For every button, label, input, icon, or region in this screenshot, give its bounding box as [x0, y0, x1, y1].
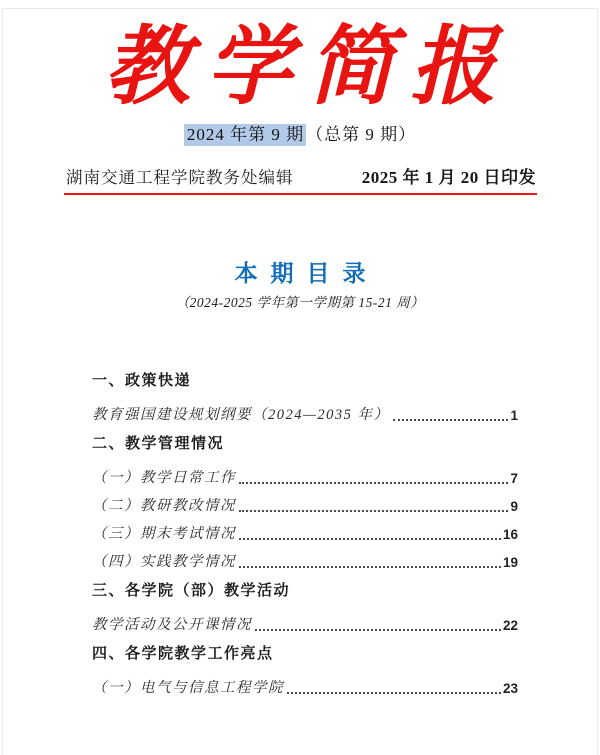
toc-leader-dots [239, 538, 501, 540]
toc-entry-label: （一）电气与信息工程学院 [92, 680, 284, 696]
toc-entry [92, 469, 518, 488]
toc-entry-page: 22 [502, 618, 518, 633]
masthead-title: 教学简报 [104, 19, 512, 115]
toc-entry-page: 16 [502, 527, 518, 542]
toc-entry-label: （二）教研教改情况 [92, 498, 236, 514]
issue-line [0, 124, 600, 146]
toc-leader-dots [287, 692, 501, 694]
toc-leader-dots [239, 510, 508, 512]
toc-entry [92, 525, 518, 544]
toc-leader-dots [239, 566, 501, 568]
toc-entry-label: （一）教学日常工作 [92, 470, 236, 486]
toc-title: 本期目录 [234, 260, 379, 286]
toc-section-heading: 二、教学管理情况 [92, 435, 225, 452]
toc-entry [92, 406, 518, 425]
toc-entry-page: 7 [510, 471, 518, 486]
editor-text: 湖南交通工程学院教务处编辑 [66, 168, 294, 187]
toc-entry [92, 553, 518, 572]
toc-entry-page: 1 [510, 408, 518, 423]
print-date-text: 2025 年 1 月 20 日印发 [361, 168, 536, 187]
issue-total-text: （总第 9 期） [306, 125, 417, 144]
toc-entry-page: 9 [510, 499, 518, 514]
publication-info-row [66, 163, 536, 188]
toc-entry [92, 616, 518, 635]
toc-leader-dots [255, 629, 501, 631]
toc-section-heading: 四、各学院教学工作亮点 [92, 645, 274, 662]
toc-entry-label: 教学活动及公开课情况 [92, 617, 252, 633]
toc-leader-dots [239, 482, 508, 484]
toc-leader-dots [393, 419, 509, 421]
toc-section-heading: 三、各学院（部）教学活动 [92, 582, 291, 599]
toc-entry-label: 教育强国建设规划纲要（2024—2035 年） [92, 407, 390, 423]
toc-entry-label: （四）实践教学情况 [92, 554, 236, 570]
toc-section-heading: 一、政策快递 [92, 372, 192, 389]
toc-entry-page: 19 [502, 555, 518, 570]
toc-entry-label: （三）期末考试情况 [92, 526, 236, 542]
toc-entry [92, 679, 518, 698]
toc-entry-page: 23 [502, 681, 518, 696]
toc-subtitle: （2024-2025 学年第一学期第 15-21 周） [175, 295, 425, 310]
issue-number-highlighted-text: 2024 年第 9 期 [184, 124, 306, 146]
toc-entry [92, 497, 518, 516]
red-divider-rule [64, 193, 537, 195]
toc-list [92, 371, 518, 698]
